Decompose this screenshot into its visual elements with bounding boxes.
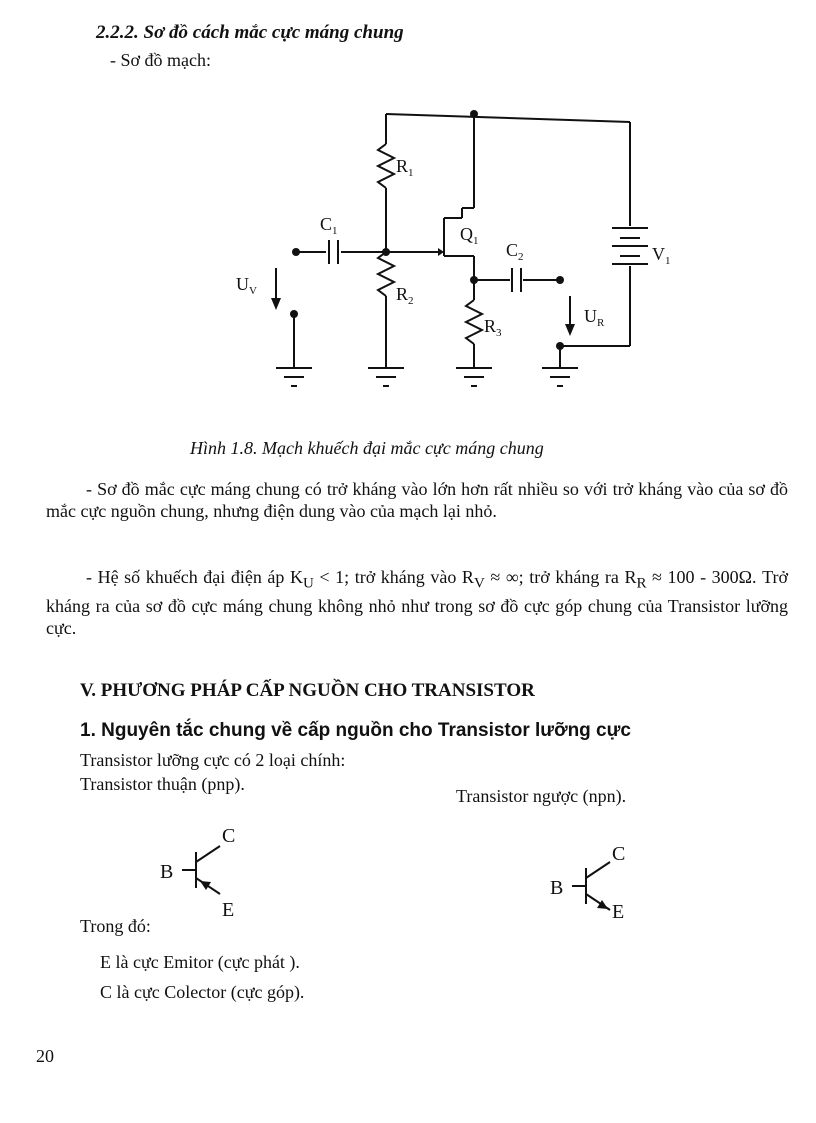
npn-collector-label: C — [612, 843, 626, 865]
svg-text:R2 — [396, 284, 414, 307]
pnp-collector-label: C — [222, 825, 236, 847]
svg-text:V1 — [652, 244, 671, 267]
gain-sub-v: V — [473, 575, 485, 592]
svg-text:UR — [584, 306, 605, 329]
pnp-transistor-symbol — [150, 812, 260, 922]
npn-base-label: B — [550, 877, 564, 899]
c1-subscript: 1 — [332, 225, 338, 237]
svg-text:R1 — [396, 156, 414, 179]
svg-text:UV — [236, 274, 257, 297]
gain-text-d: ≈ 100 - 300Ω. Trở kháng ra của sơ đồ cực máng chung không nhỏ như trong sơ đồ cực góp chung của Transistor lưỡng cực. — [46, 567, 788, 638]
types-intro: Transistor lưỡng cực có 2 loại chính: — [80, 750, 346, 770]
svg-text:R3 — [484, 316, 502, 339]
r3-label: R — [484, 316, 497, 336]
trong-do-label: Trong đó: — [80, 916, 151, 936]
uv-subscript: V — [249, 285, 257, 297]
figure-caption: Hình 1.8. Mạch khuếch đại mắc cực máng chung — [190, 438, 544, 458]
r1-subscript: 1 — [408, 167, 414, 179]
v1-label: V — [652, 244, 665, 264]
v1-subscript: 1 — [665, 255, 671, 267]
subsection-title: 1. Nguyên tắc chung về cấp nguồn cho Transistor lưỡng cực — [80, 720, 631, 741]
pnp-emitter-label: E — [222, 899, 235, 921]
svg-text:C1 — [320, 214, 338, 237]
r3-subscript: 3 — [496, 327, 502, 339]
r1-label: R — [396, 156, 409, 176]
page-number: 20 — [36, 1046, 54, 1066]
c2-subscript: 2 — [518, 251, 524, 263]
gain-text-b: < 1; trở kháng vào R — [313, 567, 474, 587]
c2-label: C — [506, 240, 519, 260]
npn-label: Transistor ngược (npn). — [456, 786, 627, 806]
gain-sub-r: R — [636, 575, 647, 592]
gain-sub-u: U — [302, 575, 314, 592]
definition-collector: C là cực Colector (cực góp). — [100, 982, 305, 1002]
gain-text-a: - Hệ số khuếch đại điện áp K — [86, 567, 303, 587]
section-title: V. PHƯƠNG PHÁP CẤP NGUỒN CHO TRANSISTOR — [80, 680, 535, 701]
c1-label: C — [320, 214, 333, 234]
uv-label: U — [236, 274, 249, 294]
subsection-heading: 2.2.2. Sơ đồ cách mắc cực máng chung — [96, 22, 404, 43]
q1-label: Q — [460, 224, 473, 244]
circuit-intro: - Sơ đồ mạch: — [110, 50, 212, 70]
r2-label: R — [396, 284, 409, 304]
paragraph-input-impedance: - Sơ đồ mắc cực máng chung có trở kháng vào lớn hơn rất nhiều so với trở kháng vào của sơ đồ mắc cực nguồn chung, nhưng điện dung vào của mạch lại nhỏ. — [46, 479, 788, 521]
npn-transistor-symbol — [540, 832, 650, 932]
gain-text-c: ≈ ∞; trở kháng ra R — [484, 567, 637, 587]
definition-emitter: E là cực Emitor (cực phát ). — [100, 952, 300, 972]
svg-text:Q1 — [460, 224, 479, 247]
ur-label: U — [584, 306, 597, 326]
svg-text:C2 — [506, 240, 524, 263]
pnp-label: Transistor thuận (pnp). — [80, 774, 245, 794]
r2-subscript: 2 — [408, 295, 414, 307]
common-drain-circuit-diagram — [228, 100, 688, 410]
q1-subscript: 1 — [473, 235, 479, 247]
ur-subscript: R — [597, 317, 605, 329]
pnp-base-label: B — [160, 861, 174, 883]
paragraph-gain — [46, 566, 788, 639]
npn-emitter-label: E — [612, 901, 625, 923]
